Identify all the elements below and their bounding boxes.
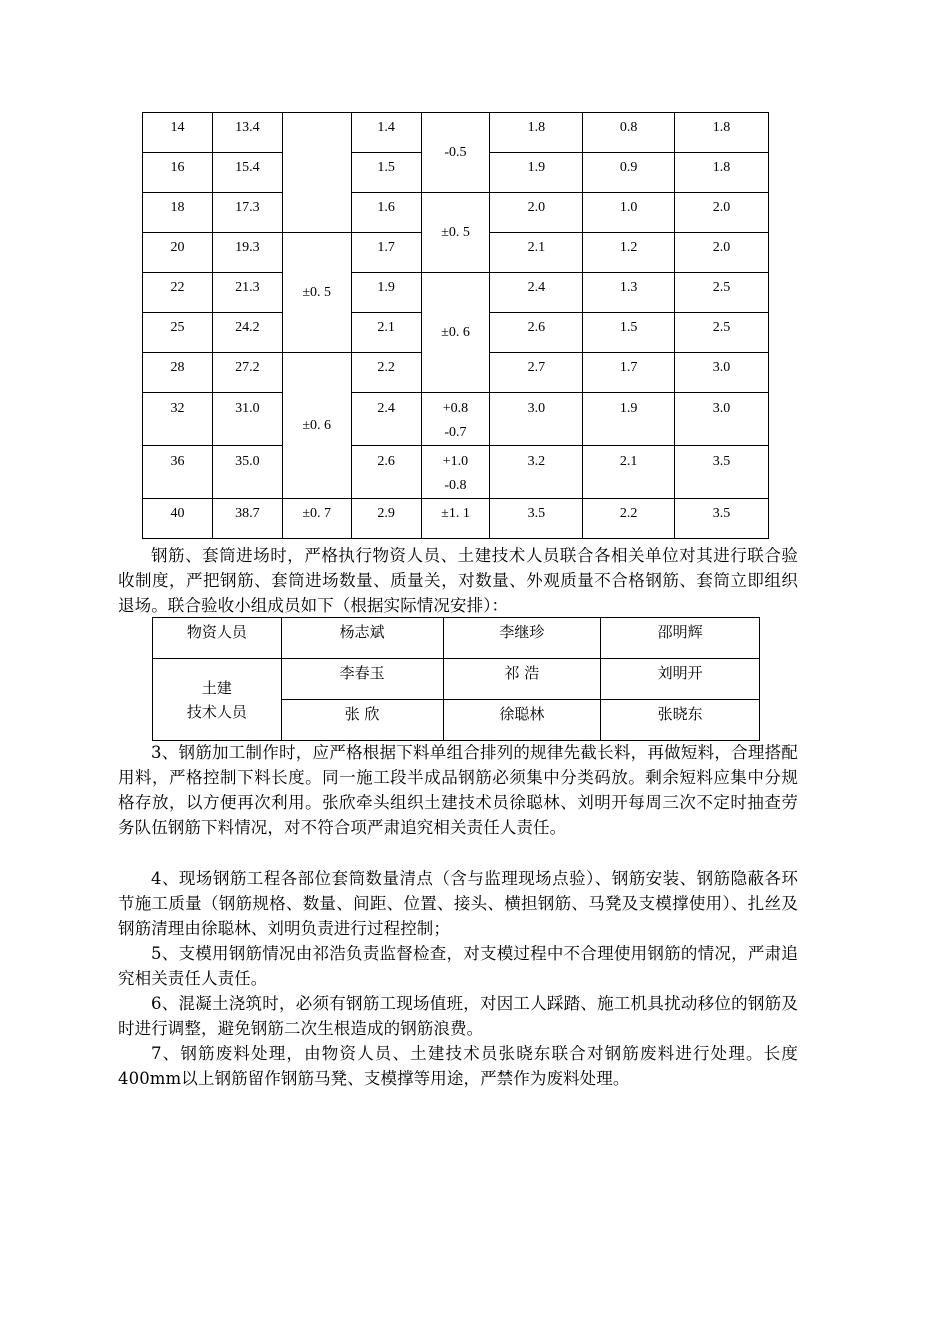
cell: 2.5 <box>675 273 769 313</box>
member-name: 祁 浩 <box>443 659 601 700</box>
cell: 21.3 <box>212 273 282 313</box>
cell: 27.2 <box>212 353 282 393</box>
cell: 1.6 <box>351 193 421 233</box>
cell: 1.4 <box>351 113 421 153</box>
member-name: 杨志斌 <box>281 618 443 659</box>
cell: 1.5 <box>583 313 675 353</box>
cell: 18 <box>143 193 213 233</box>
role-label <box>153 659 282 741</box>
cell: 0.8 <box>583 113 675 153</box>
cell: 1.8 <box>675 113 769 153</box>
cell: 2.9 <box>351 499 421 539</box>
member-name: 刘明开 <box>601 659 760 700</box>
cell: 2.4 <box>490 273 583 313</box>
cell: 3.5 <box>490 499 583 539</box>
paragraph-intro: 钢筋、套筒进场时，严格执行物资人员、土建技术人员联合各相关单位对其进行联合验收制度，严把钢筋、套筒进场数量、质量关，对数量、外观质量不合格钢筋、套筒立即组织退场。联合验收小组成员如下（根据实际情况安排）： <box>118 546 798 615</box>
cell: -0.5 <box>421 113 490 193</box>
cell-two-line <box>421 446 490 499</box>
cell: 1.9 <box>583 393 675 446</box>
cell: ±0. 6 <box>421 273 490 393</box>
member-name: 张晓东 <box>601 700 760 741</box>
member-name: 邵明辉 <box>601 618 760 659</box>
cell: 1.9 <box>351 273 421 313</box>
cell: 3.0 <box>490 393 583 446</box>
cell: 2.2 <box>583 499 675 539</box>
cell: 16 <box>143 153 213 193</box>
tol-lower: -0.7 <box>444 425 467 440</box>
cell: 22 <box>143 273 213 313</box>
cell: 14 <box>143 113 213 153</box>
rebar-spec-table <box>142 112 769 539</box>
cell-empty <box>282 113 351 233</box>
member-name: 徐聪林 <box>443 700 601 741</box>
cell: 1.7 <box>351 233 421 273</box>
cell: 2.1 <box>490 233 583 273</box>
cell: 24.2 <box>212 313 282 353</box>
cell: 2.5 <box>675 313 769 353</box>
role-label: 物资人员 <box>153 618 282 659</box>
cell: 1.9 <box>490 153 583 193</box>
cell: 25 <box>143 313 213 353</box>
cell: 40 <box>143 499 213 539</box>
cell: 2.1 <box>351 313 421 353</box>
cell: 19.3 <box>212 233 282 273</box>
cell: 2.6 <box>490 313 583 353</box>
table-row <box>153 618 760 659</box>
table-row <box>143 273 769 313</box>
cell: 1.7 <box>583 353 675 393</box>
role-label-line1: 土建 <box>201 678 232 697</box>
cell: 1.8 <box>490 113 583 153</box>
table-row <box>143 113 769 153</box>
cell: 2.6 <box>351 446 421 499</box>
table-row <box>143 193 769 233</box>
cell: ±0. 7 <box>282 499 351 539</box>
paragraph-4: 4、现场钢筋工程各部位套筒数量清点（含与监理现场点验）、钢筋安装、钢筋隐蔽各环节施工质量（钢筋规格、数量、间距、位置、接头、横担钢筋、马凳及支模撑使用）、扎丝及钢筋清理由徐聪林、刘明负责进行过程控制； <box>118 869 798 938</box>
cell: 1.5 <box>351 153 421 193</box>
cell: 3.5 <box>675 446 769 499</box>
tol-upper: +1.0 <box>442 454 469 469</box>
paragraph-6: 6、混凝土浇筑时，必须有钢筋工现场值班，对因工人踩踏、施工机具扰动移位的钢筋及时进行调整，避免钢筋二次生根造成的钢筋浪费。 <box>118 994 798 1038</box>
cell: 2.0 <box>675 233 769 273</box>
cell: ±0. 5 <box>282 233 351 353</box>
table-row <box>143 499 769 539</box>
role-label-line2: 技术人员 <box>186 702 247 721</box>
table-row <box>143 446 769 499</box>
tol-upper: +0.8 <box>442 401 469 416</box>
cell: ±0. 5 <box>421 193 490 273</box>
cell: 2.7 <box>490 353 583 393</box>
cell: 32 <box>143 393 213 446</box>
cell-two-line <box>421 393 490 446</box>
tol-lower: -0.8 <box>444 478 467 493</box>
cell: 28 <box>143 353 213 393</box>
paragraph-3: 3、钢筋加工制作时，应严格根据下料单组合排列的规律先截长料，再做短料，合理搭配用料，严格控制下料长度。同一施工段半成品钢筋必须集中分类码放。剩余短料应集中分规格存放，以方便再次利用。张欣牵头组织土建技术员徐聪林、刘明开每周三次不定时抽查劳务队伍钢筋下料情况，对不符合项严肃追究相关责任人责任。 <box>118 743 798 837</box>
cell: 35.0 <box>212 446 282 499</box>
cell: 13.4 <box>212 113 282 153</box>
cell: 3.0 <box>675 393 769 446</box>
table-row <box>143 393 769 446</box>
cell: 31.0 <box>212 393 282 446</box>
cell: 1.2 <box>583 233 675 273</box>
paragraph-5: 5、支模用钢筋情况由祁浩负责监督检查，对支模过程中不合理使用钢筋的情况，严肃追究相关责任人责任。 <box>118 944 798 988</box>
cell: 36 <box>143 446 213 499</box>
cell: ±0. 6 <box>282 353 351 499</box>
cell: 20 <box>143 233 213 273</box>
cell: 3.5 <box>675 499 769 539</box>
cell: 1.8 <box>675 153 769 193</box>
cell: 17.3 <box>212 193 282 233</box>
cell: 2.2 <box>351 353 421 393</box>
cell: 0.9 <box>583 153 675 193</box>
cell: 38.7 <box>212 499 282 539</box>
paragraph-7: 7、钢筋废料处理，由物资人员、土建技术员张晓东联合对钢筋废料进行处理。长度400mm以上钢筋留作钢筋马凳、支模撑等用途，严禁作为废料处理。 <box>118 1044 798 1088</box>
cell: 2.1 <box>583 446 675 499</box>
member-name: 张 欣 <box>281 700 443 741</box>
cell: 2.4 <box>351 393 421 446</box>
member-name: 李继珍 <box>443 618 601 659</box>
cell: 3.0 <box>675 353 769 393</box>
cell: 1.3 <box>583 273 675 313</box>
cell: 2.0 <box>675 193 769 233</box>
cell: 2.0 <box>490 193 583 233</box>
cell: 3.2 <box>490 446 583 499</box>
cell: 15.4 <box>212 153 282 193</box>
member-name: 李春玉 <box>281 659 443 700</box>
cell: 1.0 <box>583 193 675 233</box>
cell: ±1. 1 <box>421 499 490 539</box>
table-row <box>153 659 760 700</box>
inspection-team-table <box>152 617 760 741</box>
